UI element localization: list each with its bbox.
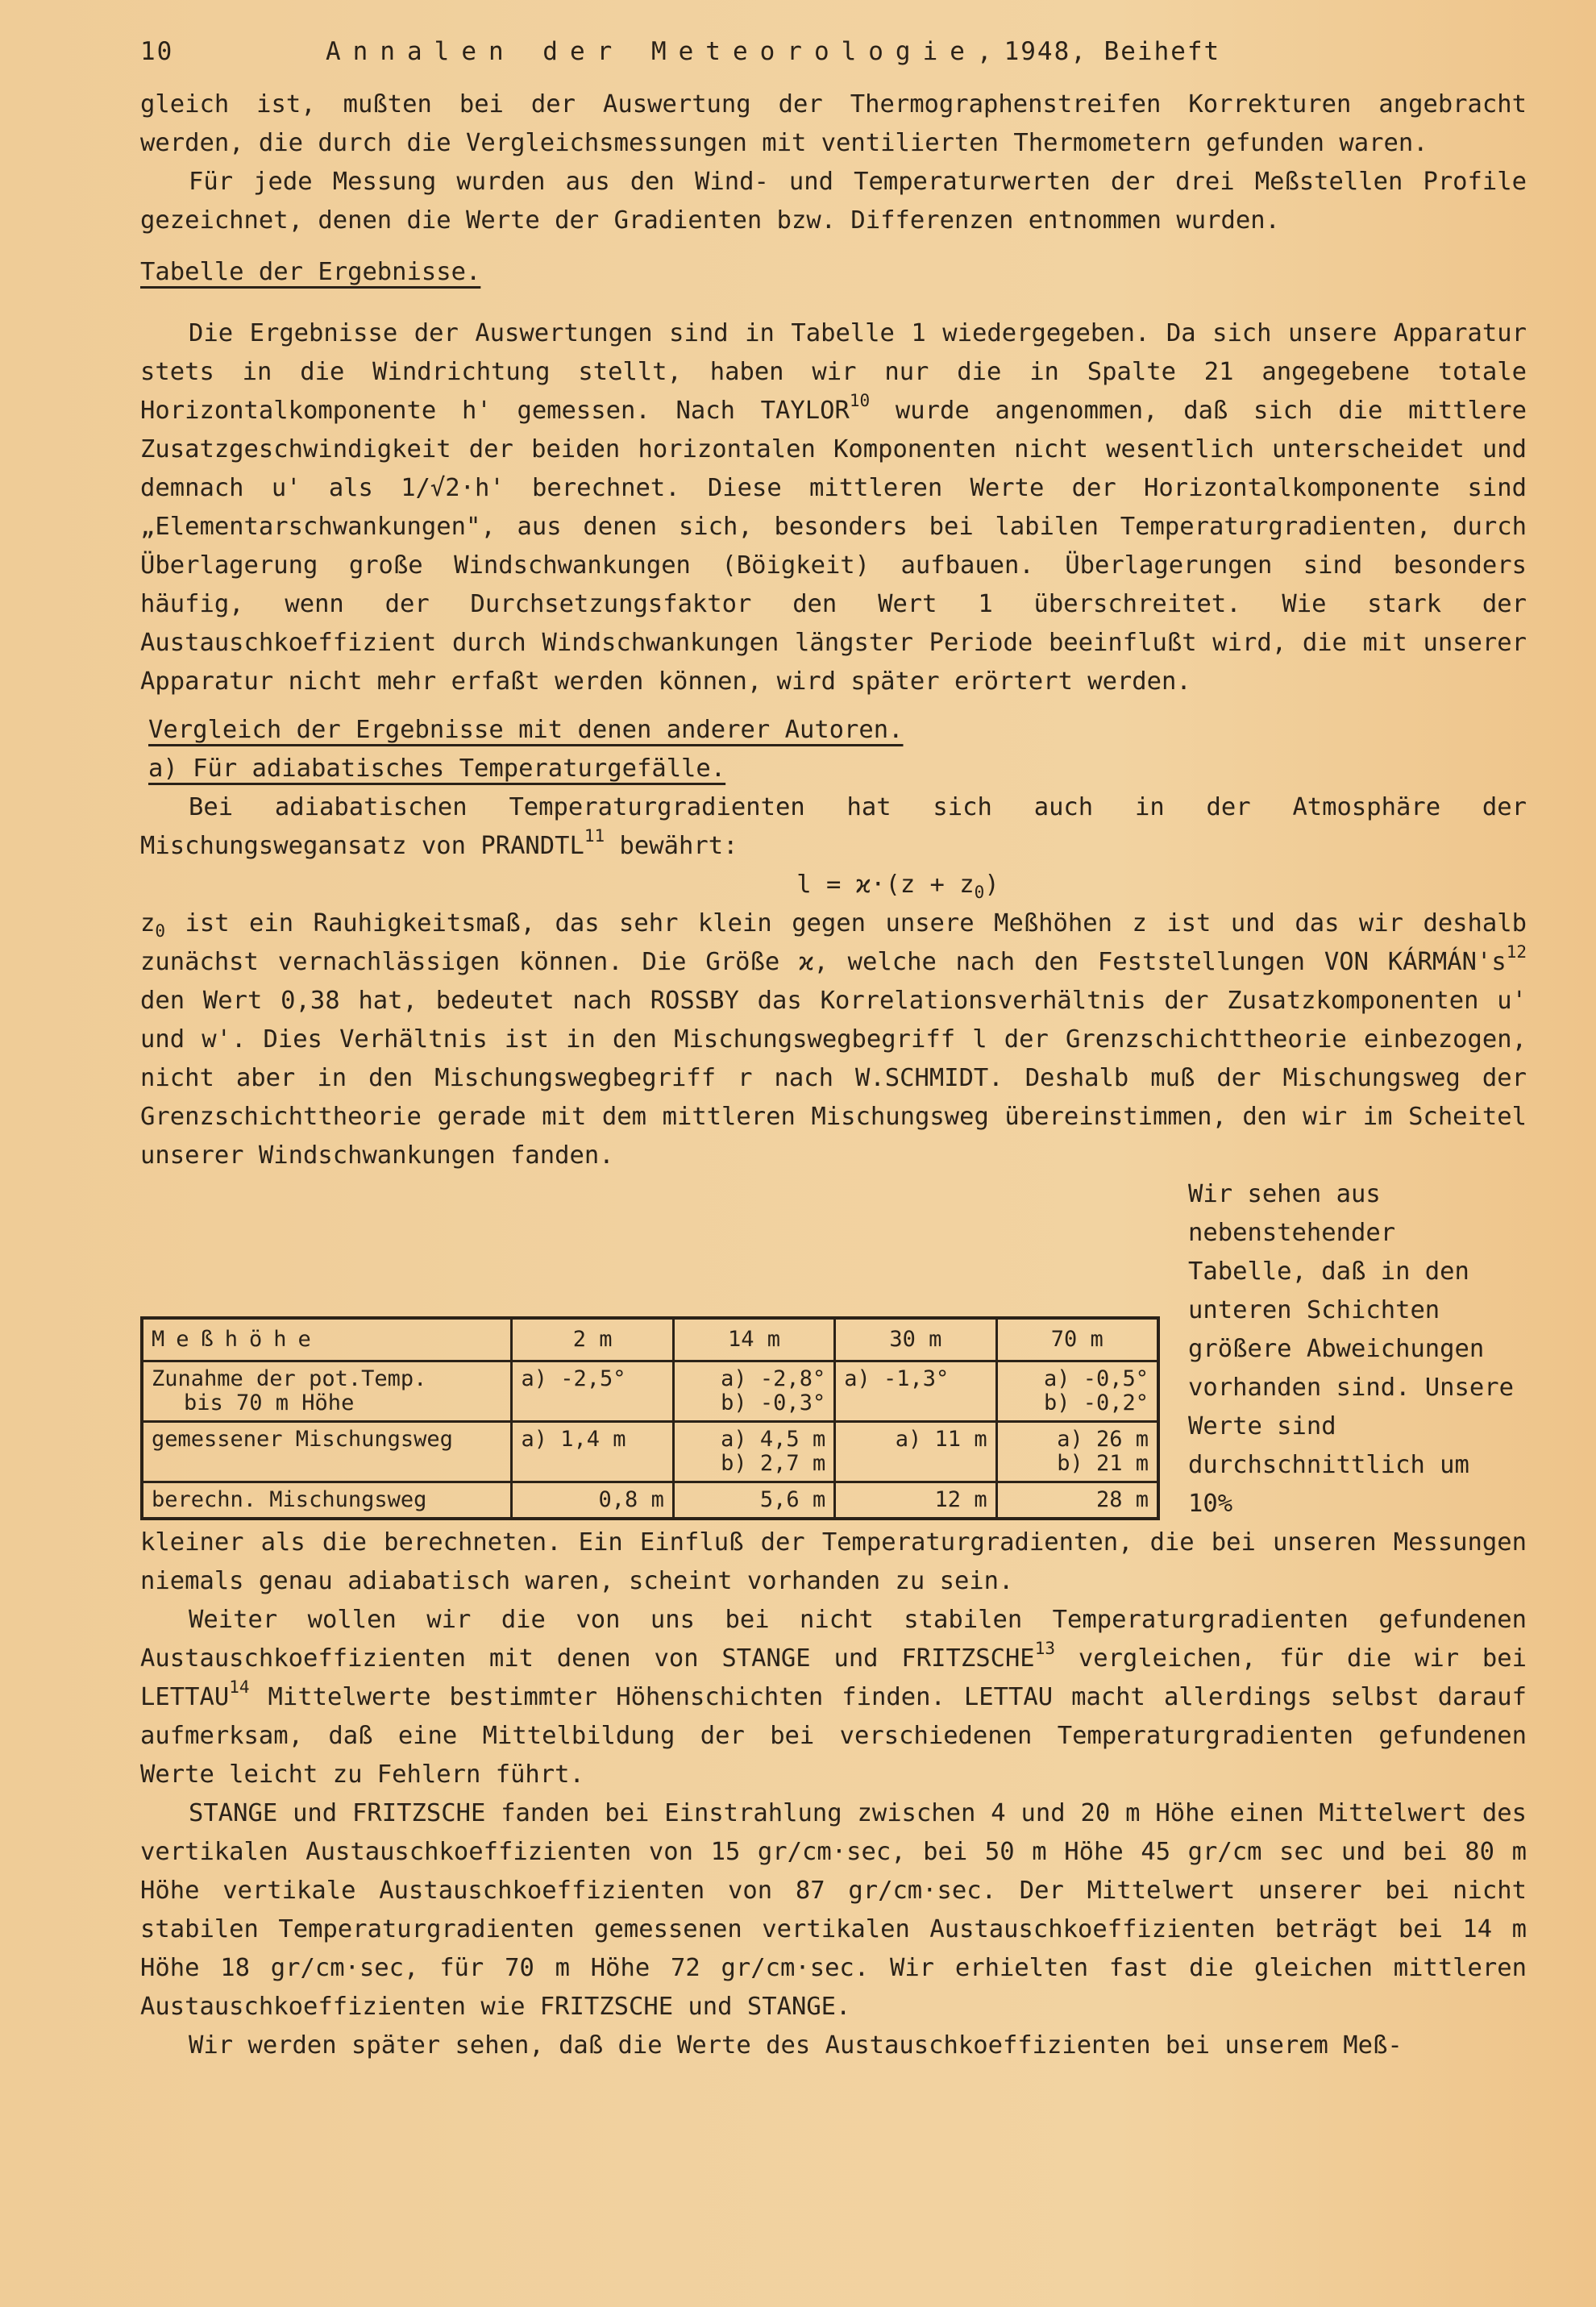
table-cell: 0,8 m	[512, 1482, 673, 1519]
table-cell: a) 1,4 m	[512, 1422, 673, 1482]
table-cell: a) -2,8° b) -0,3°	[673, 1361, 834, 1422]
section-heading-results: Tabelle der Ergebnisse.	[140, 258, 481, 286]
row-label: gemessener Mischungsweg	[142, 1422, 512, 1482]
footnote-ref: 14	[229, 1677, 250, 1697]
side-text: Wir sehen aus nebenstehender Tabelle, daß in den unteren Schichten größere Abweichungen vorhanden sind. Unsere Werte sind durchschnittlich um 10%	[1188, 1180, 1514, 1518]
row-label: Zunahme der pot.Temp. bis 70 m Höhe	[142, 1361, 512, 1422]
table-cell: 5,6 m	[673, 1482, 834, 1519]
running-header	[140, 32, 1527, 74]
header-cell: 70 m	[996, 1318, 1158, 1361]
page-number: 10	[140, 37, 174, 66]
table-cell: a) 11 m	[835, 1422, 996, 1482]
table-with-sidetext	[140, 1175, 1527, 1523]
table-cell: a) -1,3°	[835, 1361, 996, 1422]
table-cell: 28 m	[996, 1482, 1158, 1519]
table-cell: a) -2,5°	[512, 1361, 673, 1422]
table-cell: a) -0,5° b) -0,2°	[996, 1361, 1158, 1422]
header-cell: Meßhöhe	[142, 1318, 512, 1361]
page	[140, 32, 1527, 2065]
section-heading-comparison: Vergleich der Ergebnisse mit denen anderer Autoren.	[148, 716, 904, 744]
header-cell: 14 m	[673, 1318, 834, 1361]
table-row	[142, 1422, 1158, 1482]
paragraph-results: Die Ergebnisse der Auswertungen sind in Tabelle 1 wiedergegeben. Da sich unsere Apparatur stets in die Windrichtung stellt, haben wir nur die in Spalte 21 angegebene totale Horizontalkomponente h' gemessen. Nach TAYLOR$^{10}$ wurde angenommen, daß sich die mittlere Zusatzgeschwindigkeit der beiden horizontalen Komponenten nicht wesentlich unterscheidet und demnach u' als 1/√2·h' berechnet. Diese mittleren Werte der Horizontalkomponente sind „Elementarschwankungen", aus denen sich, besonders bei labilen Temperaturgradienten, durch Überlagerung große Windschwankungen (Böigkeit) aufbauen. Überlagerungen sind besonders häufig, wenn der Durchsetzungsfaktor den Wert 1 überschreitet. Wie stark der Austauschkoeffizient durch Windschwankungen längster Periode beeinflußt wird, die mit unserer Apparatur nicht mehr erfaßt werden können, wird später erörtert werden.	[140, 319, 1527, 696]
paragraph-profiles: Für jede Messung wurden aus den Wind- und Temperaturwerten der drei Meßstellen Profile gezeichnet, denen die Werte der Gradienten bzw. Differenzen entnommen wurden.	[140, 168, 1527, 235]
paragraph-roughness: $z_0$ ist ein Rauhigkeitsmaß, das sehr klein gegen unsere Meßhöhen z ist und das wir deshalb zunächst vernachlässigen können. Die Größe ϰ, welche nach den Feststellungen VON $KÁRMÁN's^{12}$ den Wert 0,38 hat, bedeutet nach ROSSBY das Korrelationsverhältnis der Zusatzkomponenten u' und w'. Dies Verhältnis ist in den Mischungswegbegriff l der Grenzschichttheorie einbezogen, nicht aber in den Mischungswegbegriff r nach W.SCHMIDT. Deshalb muß der Mischungsweg der Grenzschichttheorie gerade mit dem mittleren Mischungsweg übereinstimmen, den wir im Scheitel unserer Windschwankungen fanden.	[140, 909, 1527, 1170]
subsection-heading-adiabatic: a) Für adiabatisches Temperaturgefälle.	[148, 754, 726, 783]
paragraph-continued: gleich ist, mußten bei der Auswertung der Thermographenstreifen Korrekturen angebracht werden, die durch die Vergleichsmessungen mit ventilierten Thermometern gefunden waren.	[140, 90, 1527, 157]
table-row	[142, 1482, 1158, 1519]
header-cell: 30 m	[835, 1318, 996, 1361]
journal-year: 1948, Beiheft	[1004, 37, 1221, 66]
paragraph-final: Wir werden später sehen, daß die Werte des Austauschkoeffizienten bei unserem Meß-	[189, 2031, 1403, 2060]
results-table	[140, 1316, 1160, 1520]
footnote-ref: 11	[584, 825, 605, 846]
journal-title: Annalen der Meteorologie,	[326, 37, 1004, 66]
paragraph-stange-fritzsche: Weiter wollen wir die von uns bei nicht stabilen Temperaturgradienten gefundenen Austauschkoeffizienten mit denen von STANGE und FRITZSCHE$^{13}$ vergleichen, für die wir bei LETTAU$^{14}$ Mittelwerte bestimmter Höhenschichten finden. LETTAU macht allerdings selbst darauf aufmerksam, daß eine Mittelbildung der bei verschiedenen Temperaturgradienten gefundenen Werte leicht zu Fehlern führt.	[140, 1606, 1527, 1789]
table-header-row	[142, 1318, 1158, 1361]
table-cell: 12 m	[835, 1482, 996, 1519]
row-label: berechn. Mischungsweg	[142, 1482, 512, 1519]
footnote-ref: 13	[1034, 1638, 1055, 1658]
footnote-ref: 12	[1506, 942, 1527, 962]
formula-mixing-length: $l = ϰ\cdot(z + z_0)$	[796, 871, 1000, 903]
footnote-ref: 10	[849, 390, 871, 410]
paragraph-exchange-coefficients: STANGE und FRITZSCHE fanden bei Einstrahlung zwischen 4 und 20 m Höhe einen Mittelwert des vertikalen Austauschkoeffizienten von 15 gr/cm·sec, bei 50 m Höhe 45 gr/cm sec und bei 80 m Höhe vertikale Austauschkoeffizienten von 87 gr/cm·sec. Der Mittelwert unserer bei nicht stabilen Temperaturgradienten gemessenen vertikalen Austauschkoeffizienten beträgt bei 14 m Höhe 18 gr/cm·sec, für 70 m Höhe 72 gr/cm·sec. Wir erhielten fast die gleichen mittleren Austauschkoeffizienten wie FRITZSCHE und STANGE.	[140, 1799, 1527, 2021]
table-container	[140, 1316, 1160, 1523]
table-row	[142, 1361, 1158, 1422]
table-cell: a) 4,5 m b) 2,7 m	[673, 1422, 834, 1482]
table-cell: a) 26 m b) 21 m	[996, 1422, 1158, 1482]
header-cell: 2 m	[512, 1318, 673, 1361]
paragraph-prandtl: Bei adiabatischen Temperaturgradienten hat sich auch in der Atmosphäre der Mischungswegansatz von PRANDTL$^{11}$ bewährt:	[140, 793, 1527, 860]
paragraph-comparison-result: kleiner als die berechneten. Ein Einfluß der Temperaturgradienten, die bei unseren Messungen niemals genau adiabatisch waren, scheint vorhanden zu sein.	[140, 1528, 1527, 1595]
